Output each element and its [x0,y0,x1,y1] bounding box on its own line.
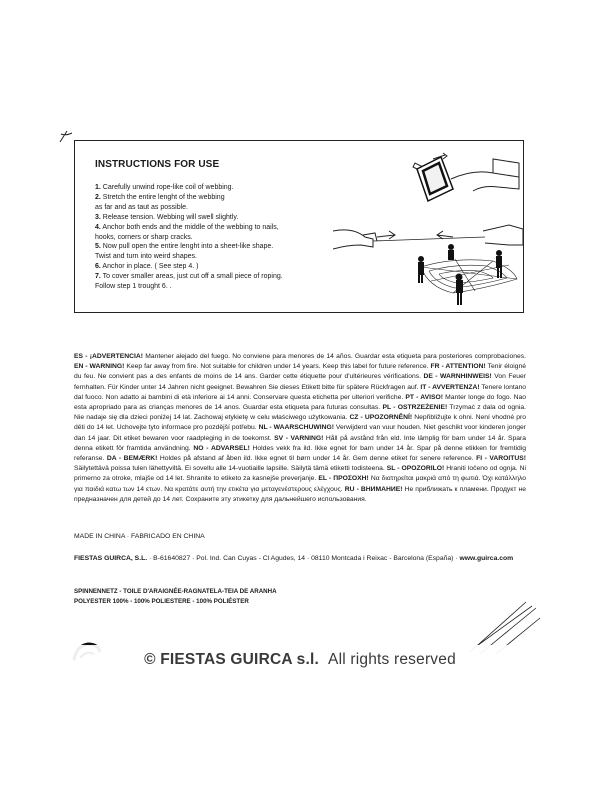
warning-text: Tenir éloigné du feu. Ne convient pas a des enfants de moins de 14 ans. Garder cette étiquette pour d'ultérieures vérifications. [74,363,527,381]
hands-package-illustration [413,153,519,201]
made-in-label: MADE IN CHINA · FABRICADO EN CHINA [74,533,205,540]
instruction-step-text: Stretch the entire lenght of the webbing [100,193,225,201]
company-details: · B-61640827 · Pol. Ind. Can Cuyas - Cl Agudes, 14 · 08110 Montcada i Reixac - Barcelona (España) · [147,555,460,562]
warning-text: Να διατηρείται μακριά από τη φωτιά. Όχι κατάλληλο για παιδιά κατω των 14 ετων. Να κρατάτε αυτή την ετικέτα για μεταγενέστερους ελέγχους. [74,475,526,493]
warning-heading: NO - ADVARSEL! [193,444,250,452]
instructions-title: INSTRUCTIONS FOR USE [95,159,220,170]
instruction-step-number: 2. [95,193,101,201]
instructions-box [74,140,524,313]
instruction-step [95,223,345,233]
warning-heading: PL - OSTRZEŻENIE! [382,404,448,412]
warning-text: Håll på avstånd från eld. Inte lämplig för barn under 14 år. Spara denna etikett för framtida användning. [74,434,526,452]
instruction-step [95,233,345,243]
warning-text: Holdes vekk fra ild. Ikke egnet for barn under 14 år. Spar på denne etikken for fremtidig referanse. [74,444,527,463]
material-line-2: POLYESTER 100% - 100% POLIESTERE - 100% POLIÉSTER [74,597,249,605]
warning-text: Holdes på afstand af åben ild. Ikke egnet til børn under 14 år. Gem denne etiket for senere reference. [157,455,477,463]
copyright-rights: All rights reserved [328,651,456,668]
instructions-steps [95,183,345,292]
instruction-step [95,262,345,272]
warning-heading: DA - BEMÆRK! [106,455,158,463]
warning-heading: IT - AVVERTENZA! [420,383,480,391]
warning-heading: PT - AVISO! [405,393,444,401]
warning-text: Mantener alejado del fuego. No conviene para menores de 14 años. Guardar esta etiqueta para posteriores comprobaciones. [143,353,526,360]
warning-heading: NL - WAARSCHUWING! [258,424,334,432]
material-line-1: SPINNENNETZ - TOILE D'ARAIGNÉE-RAGNATELA-TEIA DE ARANHA [74,588,277,595]
warning-heading: FR - ATTENTION! [430,363,486,371]
warning-text: Von Feuer fernhalten. Für Kinder unter 14 Jahren nicht geeignet. Bewahren Sie dieses Etikett bitte für spätere Rückfragen auf. [74,373,526,391]
crop-mark-icon [58,128,74,144]
warning-text: Nepřibližujte k ohni. Není vhodné pro děti do 14 let. Uchovejte tyto informace pro pozdější potřebu. [74,414,526,432]
instruction-step-number: 7. [95,273,101,281]
warning-heading: EL - ΠΡΟΣΟΧΗ! [318,475,369,483]
instruction-step-number: 5. [95,243,101,251]
instruction-step [95,272,345,282]
instruction-step-number: 1. [95,184,101,191]
instruction-step-number: 6. [95,263,101,271]
warning-text: Keep far away from fire. Not suitable for children under 14 years. Keep this label for future reference. [124,363,431,371]
instruction-step-text: Carefully unwind rope-like coil of webbing. [100,184,234,191]
warning-heading: FI - VAROITUS! [476,455,526,463]
instruction-step-text: Follow step 1 trought 6. . [95,283,172,291]
instructions-illustration [333,149,523,309]
instruction-step-text: Anchor both ends and the middle of the webbing to nails, [100,223,279,231]
company-name: FIESTAS GUIRCA, S.L. [74,555,148,562]
instruction-step-number: 3. [95,213,101,221]
instruction-step-text: To cover smaller areas, just cut off a small piece of roping. [100,273,283,281]
instruction-step-text: Twist and turn into weird shapes. [95,253,197,261]
instruction-step-text: Anchor in place. ( See step 4. ) [100,263,199,271]
warning-text: Säilytettävä poissa tulen lähettyviltä. Ei sovellu alle 14-vuotiaille lapsille. Säilytä tämä etiketti todisteena. [74,465,387,473]
material-info [74,587,277,606]
instruction-step-text: as far and as taut as possible. [95,203,188,211]
warning-text: Hraniti ločeno od ognja. Ni primerno za otroke, mlajše od 14 let. Shranite to etiketo za kasnejše preverjanje. [74,465,527,483]
safety-warnings [74,352,526,505]
hands-stretching-illustration [333,225,523,249]
warning-heading: CZ - UPOZORNĚNÍ! [349,414,413,422]
instruction-step [95,203,345,213]
warning-text: Manter longe do fogo. Nao esta apropriado para as crianças menores de 14 anos. Guardar esta etiqueta para futuras consultas. [74,393,527,412]
warning-text: Verwijderd van vuur houden. Niet geschikt voor kinderen jonger dan 14 jaar. Dit etiket bewaren voor raadpleging in de toekomst. [74,424,526,442]
instruction-step-text: Release tension. Webbing will swell slightly. [100,213,239,221]
warning-text: Tenere lontano dal fuoco. Non adatto ai bambini di età inferiore ai 14 anni. Conservare questa etichetta per ulteriori verifiche. [74,383,526,401]
company-website: www.guirca.com [459,555,514,562]
instruction-step [95,193,345,203]
company-info [74,554,524,564]
instruction-step [95,252,345,262]
warning-heading: SL - OPOZORILO! [386,465,445,473]
copyright-brand: © FIESTAS GUIRCA s.l. [144,651,320,668]
warning-heading: ES - ¡ADVERTENCIA! [74,353,143,360]
instruction-step [95,242,345,252]
instruction-step [95,183,345,193]
instruction-step [95,213,345,223]
instruction-step-text: Now pull open the entire lenght into a sheet-like shape. [100,243,274,251]
warning-heading: DE - WARNHINWEIS! [423,373,492,381]
warning-heading: SV - VARNING! [274,434,324,442]
copyright-watermark [0,651,600,669]
warning-heading: RU - ВНИМАНИЕ! [344,485,403,493]
web-figures-illustration [418,244,517,305]
instruction-step [95,282,345,292]
warning-text: Не приближать к пламени. Продукт не предназначен для детей до 14 лет. Сохраните эту этикетку для дальнейшего использования. [74,485,526,503]
instruction-step-number: 4. [95,223,101,231]
instruction-step-text: hooks, corners or sharp cracks. [95,233,193,241]
warning-text: Trzymać z dala od ognia. Nie nadaje się dla dzieci poniżej 14 lat. Zachowaj etykietę w celu właściwego użytkowania. [74,404,526,422]
warning-heading: EN - WARNING! [74,363,125,371]
